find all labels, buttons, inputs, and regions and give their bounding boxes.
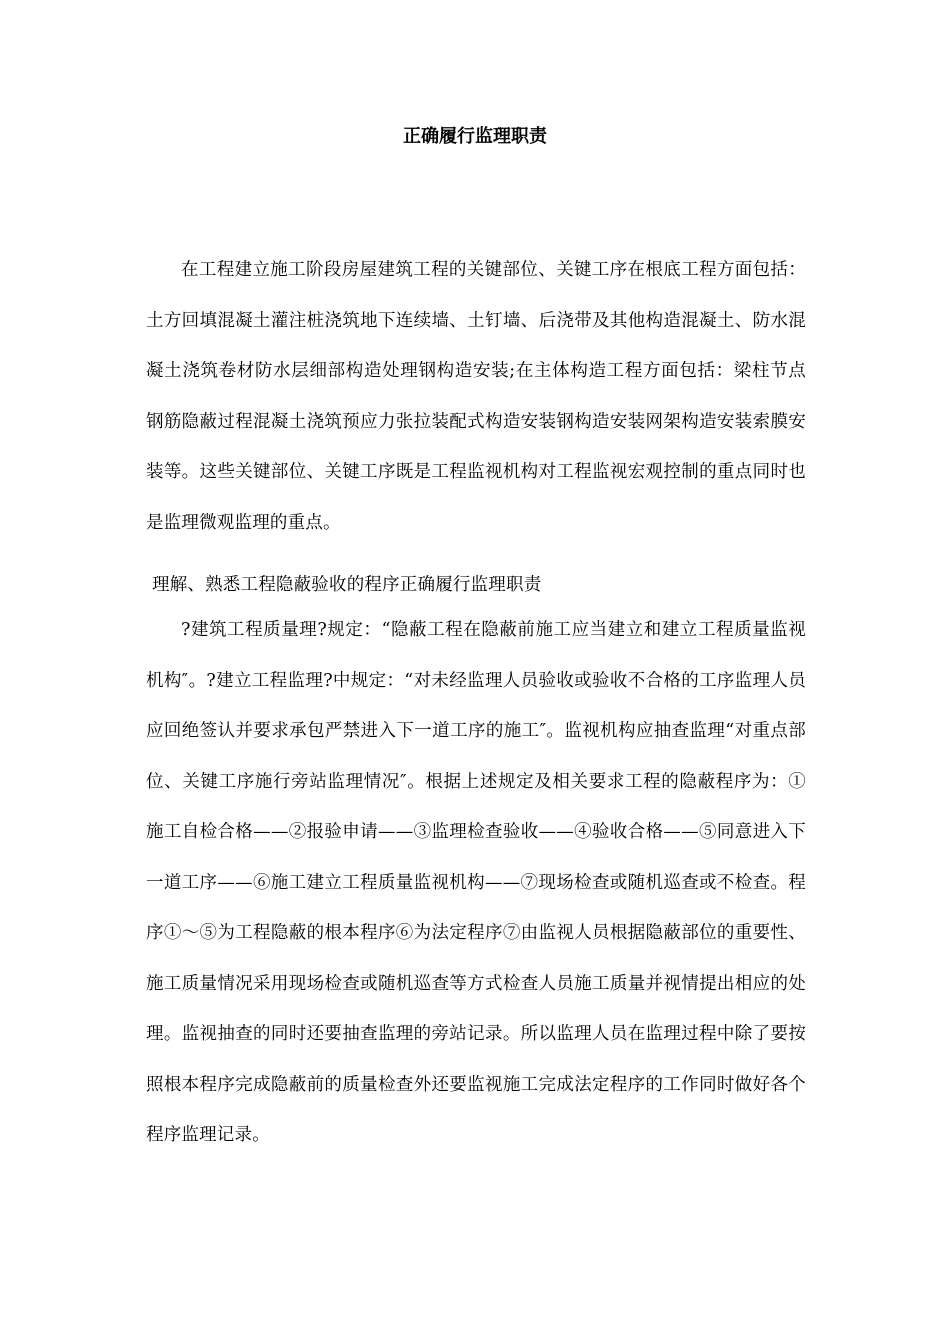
body-paragraph-2: ?建筑工程质量理?规定：“隐蔽工程在隐蔽前施工应当建立和建立工程质量监视机构″。?建立工程监理?中规定：“对未经监理人员验收或验收不合格的工序监理人员应回绝签认并要求承包严禁进入下一道工序的施工″。监视机构应抽查监理“对重点部位、关键工序施行旁站监理情况″。根据上述规定及相关要求工程的隐蔽程序为：①施工自检合格——②报验申请——③监理检查验收——④验收合格——⑤同意进入下一道工序——⑥施工建立工程质量监视机构——⑦现场检查或随机巡查或不检查。程序①～⑤为工程隐蔽的根本程序⑥为法定程序⑦由监视人员根据隐蔽部位的重要性、施工质量情况采用现场检查或随机巡查等方式检查人员施工质量并视情提出相应的处理。监视抽查的同时还要抽查监理的旁站记录。所以监理人员在监理过程中除了要按照根本程序完成隐蔽前的质量检查外还要监视施工完成法定程序的工作同时做好各个程序监理记录。 — [146, 620, 806, 1145]
section-subheading: 理解、熟悉工程隐蔽验收的程序正确履行监理职责 — [152, 575, 542, 595]
body-paragraph-1: 在工程建立施工阶段房屋建筑工程的关键部位、关键工序在根底工程方面包括：土方回填混凝土灌注桩浇筑地下连续墙、土钉墙、后浇带及其他构造混凝土、防水混凝土浇筑卷材防水层细部构造处理钢构造安装;在主体构造工程方面包括：梁柱节点钢筋隐蔽过程混凝土浇筑预应力张拉装配式构造安装钢构造安装网架构造安装索膜安装等。这些关键部位、关键工序既是工程监视机构对工程监视宏观控制的重点同时也是监理微观监理的重点。 — [146, 260, 806, 533]
page-title: 正确履行监理职责 — [403, 126, 547, 147]
